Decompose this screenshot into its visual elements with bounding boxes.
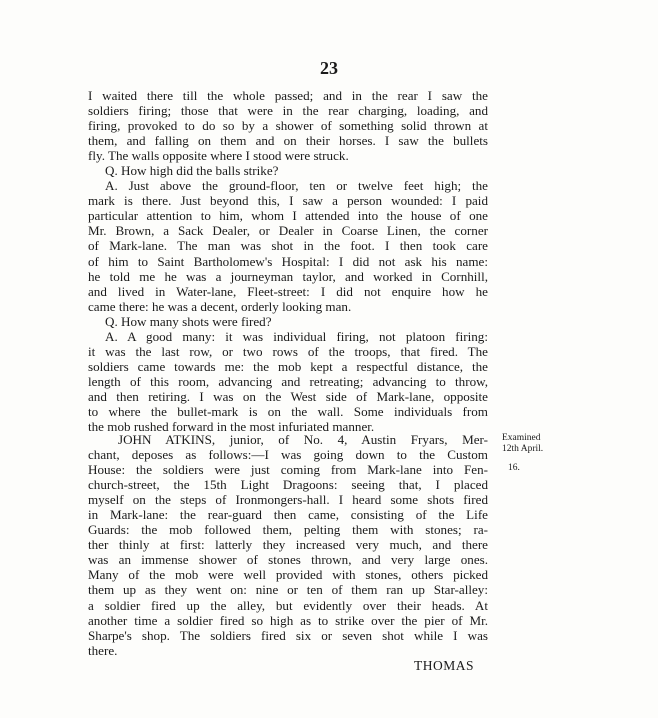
text-line: and lived in Water-lane, Fleet-street: I did not enquire how he bbox=[88, 283, 488, 299]
text-line: myself on the steps of Ironmongers-hall. I heard some shots fired bbox=[88, 492, 488, 508]
atkins-deposition bbox=[88, 432, 488, 658]
deposition-opening-line: JOHN ATKINS, junior, of No. 4, Austin Fryars, Mer- bbox=[118, 432, 488, 447]
text-line: Sharpe's shop. The soldiers fired six or seven shot while I was bbox=[88, 627, 488, 643]
text-line: a soldier fired up the alley, but evidently over their heads. At bbox=[88, 597, 488, 613]
margin-examined-label: Examined bbox=[502, 433, 541, 443]
text-line: of him to Saint Bartholomew's Hospital: I did not ask his name: bbox=[88, 253, 488, 269]
text-line: fly. The walls opposite where I stood were struck. bbox=[88, 148, 349, 164]
margin-number: 16. bbox=[508, 463, 520, 473]
testimony-continuation bbox=[88, 88, 488, 434]
question-line: Q. How many shots were fired? bbox=[105, 313, 272, 329]
text-line: and then retiring. I was on the West side of Mark-lane, opposite bbox=[88, 388, 488, 404]
text-line: ther thinly at first: latterly they increased very much, and there bbox=[88, 537, 488, 553]
text-line: soldiers came towards me: the mob kept a respectful distance, the bbox=[88, 358, 488, 374]
text-line: in Mark-lane: the rear-guard then came, consisting of the Life bbox=[88, 507, 488, 523]
text-line: the mob rushed forward in the most infuriated manner. bbox=[88, 419, 375, 435]
text-line: them up as they went on: nine or ten of them ran up Star-alley: bbox=[88, 582, 488, 598]
margin-date: 12th April. bbox=[502, 444, 544, 454]
text-line: I waited there till the whole passed; and in the rear I saw the bbox=[88, 88, 488, 103]
text-line: it was the last row, or two rows of the troops, that fired. The bbox=[88, 343, 488, 359]
text-line: there. bbox=[88, 642, 118, 658]
text-line: church-street, the 15th Light Dragoons: seeing that, I placed bbox=[88, 477, 488, 493]
text-line: Guards: the mob followed them, pelting them with stones; ra- bbox=[88, 522, 488, 538]
text-line: them, and falling on them and on their horses. I saw the bullets bbox=[88, 133, 488, 149]
answer-line: A. A good many: it was individual firing, not platoon firing: bbox=[105, 328, 488, 344]
text-line: length of this room, advancing and retreating; advancing to throw, bbox=[88, 373, 488, 389]
text-line: he told me he was a journeyman taylor, and worked in Cornhill, bbox=[88, 268, 488, 284]
text-line: was an immense shower of stones thrown, and very large ones. bbox=[88, 552, 488, 568]
text-line: of Mark-lane. The man was shot in the foot. I then took care bbox=[88, 238, 488, 254]
text-line: firing, provoked to do so by a shower of something solid thrown at bbox=[88, 118, 488, 134]
answer-line: A. Just above the ground-floor, ten or twelve feet high; the bbox=[105, 178, 488, 194]
page-number: 23 bbox=[320, 58, 338, 78]
text-line: soldiers firing; those that were in the rear charging, loading, and bbox=[88, 103, 488, 119]
question-line: Q. How high did the balls strike? bbox=[105, 163, 279, 179]
catchword: THOMAS bbox=[414, 658, 475, 673]
text-line: House: the soldiers were just coming from Mark-lane into Fen- bbox=[88, 462, 488, 478]
text-line: mark is there. Just beyond this, I saw a person wounded: I paid bbox=[88, 193, 488, 209]
text-line: another time a soldier fired so high as to strike over the pier of Mr. bbox=[88, 612, 488, 628]
margin-note-examined bbox=[502, 433, 543, 455]
text-line: came there: he was a decent, orderly looking man. bbox=[88, 298, 352, 314]
text-line: particular attention to him, whom I attended into the house of one bbox=[88, 208, 488, 224]
text-line: to where the bullet-mark is on the wall. Some individuals from bbox=[88, 403, 488, 419]
text-line: Mr. Brown, a Sack Dealer, or Dealer in Coarse Linen, the corner bbox=[88, 223, 488, 239]
text-line: Many of the mob were well provided with stones, others picked bbox=[88, 567, 488, 583]
text-line: chant, deposes as follows:—I was going down to the Custom bbox=[88, 447, 488, 463]
